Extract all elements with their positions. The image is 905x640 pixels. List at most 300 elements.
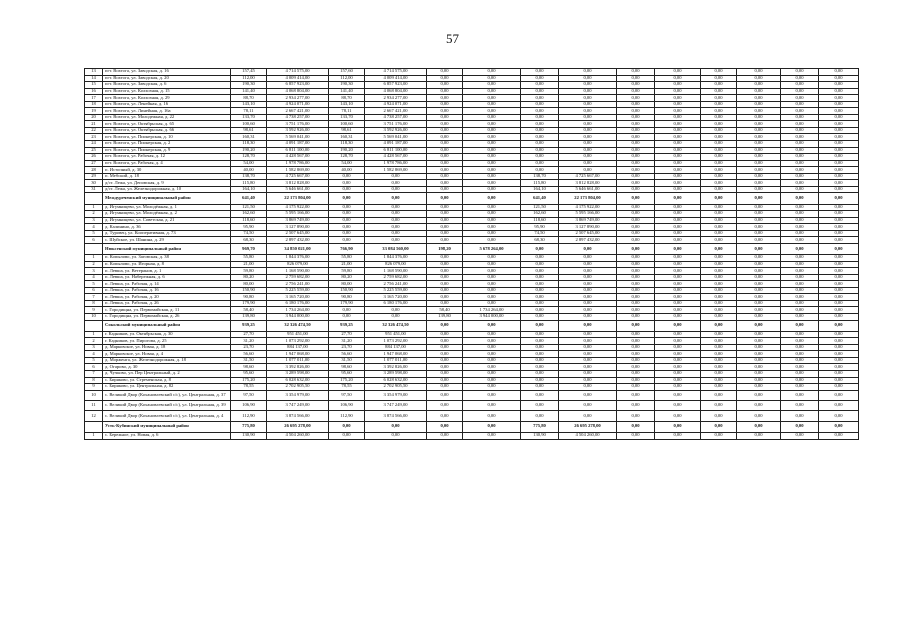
value-cell: 0,00 — [737, 180, 781, 187]
value-cell: 0,00 — [617, 281, 655, 288]
value-cell: 0,00 — [559, 351, 617, 358]
value-cell: 0,00 — [427, 224, 463, 231]
value-cell: 0,00 — [781, 211, 819, 218]
value-cell: 826 079,00 — [365, 261, 427, 268]
value-cell: 98,61 — [231, 127, 267, 134]
value-cell: 0,00 — [617, 160, 655, 167]
table-row — [85, 401, 859, 411]
value-cell: 0,00 — [427, 331, 463, 338]
value-cell: 0,00 — [781, 411, 819, 421]
value-cell: 150,90 — [329, 287, 365, 294]
value-cell: 97,50 — [231, 390, 267, 400]
value-cell: 0,00 — [701, 224, 737, 231]
value-cell: 0,00 — [427, 432, 463, 439]
value-cell: 0,00 — [781, 147, 819, 154]
district-name-cell: Нюксенский муниципальный район — [103, 243, 231, 254]
value-cell: 3 392 826,00 — [267, 364, 329, 371]
value-cell: 0,00 — [521, 101, 559, 108]
value-cell: 0,00 — [427, 274, 463, 281]
row-number-cell: 21 — [85, 121, 103, 128]
value-cell: 0,00 — [427, 421, 463, 432]
value-cell: 3 869 749,00 — [559, 217, 617, 224]
value-cell: 3 944 000,00 — [267, 313, 329, 320]
row-number-cell: 3 — [85, 217, 103, 224]
address-cell: пгт. Вохтога, ул. Рабочая, д. 12 — [103, 154, 231, 161]
value-cell: 4 924 071,00 — [365, 101, 427, 108]
value-cell: 0,00 — [781, 127, 819, 134]
value-cell: 2 934 277,00 — [267, 95, 329, 102]
value-cell: 5 646 661,00 — [267, 186, 329, 193]
value-cell: 0,00 — [655, 167, 701, 174]
value-cell: 0,00 — [737, 154, 781, 161]
value-cell: 0,00 — [463, 193, 521, 204]
value-cell: 951 451,00 — [267, 331, 329, 338]
value-cell: 106,90 — [231, 401, 267, 411]
value-cell: 133,70 — [329, 114, 365, 121]
value-cell: 0,00 — [463, 127, 521, 134]
value-cell: 0,00 — [463, 180, 521, 187]
value-cell: 4 009 414,00 — [267, 75, 329, 82]
value-cell: 4 068 804,00 — [365, 88, 427, 95]
value-cell: 0,00 — [781, 180, 819, 187]
value-cell: 0,00 — [463, 300, 521, 307]
value-cell: 0,00 — [617, 274, 655, 281]
value-cell: 1 978 786,00 — [365, 160, 427, 167]
value-cell: 3 165 720,00 — [267, 294, 329, 301]
value-cell: 0,00 — [781, 224, 819, 231]
value-cell: 0,00 — [781, 141, 819, 148]
value-cell: 0,00 — [737, 421, 781, 432]
value-cell: 0,00 — [521, 141, 559, 148]
value-cell: 0,00 — [701, 160, 737, 167]
value-cell: 0,00 — [655, 255, 701, 262]
value-cell: 175,20 — [231, 377, 267, 384]
value-cell: 95,60 — [231, 370, 267, 377]
value-cell: 0,00 — [329, 230, 365, 237]
value-cell: 0,00 — [655, 338, 701, 345]
value-cell: 641,40 — [231, 193, 267, 204]
value-cell: 0,00 — [329, 237, 365, 244]
value-cell: 0,00 — [617, 421, 655, 432]
value-cell: 0,00 — [559, 401, 617, 411]
value-cell: 0,00 — [427, 255, 463, 262]
address-cell: п. Левша, ул. Рабочая, д. 14 — [103, 281, 231, 288]
value-cell: 157,60 — [329, 69, 365, 76]
value-cell: 0,00 — [737, 401, 781, 411]
value-cell: 0,00 — [559, 101, 617, 108]
value-cell: 59,80 — [231, 268, 267, 275]
value-cell: 0,00 — [427, 95, 463, 102]
value-cell: 0,00 — [655, 95, 701, 102]
value-cell: 150,90 — [231, 287, 267, 294]
value-cell: 0,00 — [737, 88, 781, 95]
value-cell: 0,00 — [559, 331, 617, 338]
value-cell: 3 874 566,00 — [365, 411, 427, 421]
value-cell: 1 947 068,00 — [267, 351, 329, 358]
value-cell: 106,90 — [329, 401, 365, 411]
value-cell: 1 947 068,00 — [365, 351, 427, 358]
value-cell: 0,00 — [701, 268, 737, 275]
address-cell: пгт. Вохтога, ул. Октябрьская, д. 65 — [103, 121, 231, 128]
value-cell: 0,00 — [655, 313, 701, 320]
value-cell: 0,00 — [463, 114, 521, 121]
value-cell: 0,00 — [521, 281, 559, 288]
value-cell: 0,00 — [655, 411, 701, 421]
value-cell: 0,00 — [521, 82, 559, 89]
value-cell: 0,00 — [655, 211, 701, 218]
value-cell: 826 079,00 — [267, 261, 329, 268]
value-cell: 0,00 — [559, 160, 617, 167]
value-cell: 31,20 — [231, 338, 267, 345]
value-cell: 179,90 — [329, 300, 365, 307]
value-cell: 0,00 — [819, 384, 859, 391]
value-cell: 0,00 — [617, 141, 655, 148]
value-cell: 0,00 — [521, 287, 559, 294]
value-cell: 0,00 — [463, 147, 521, 154]
value-cell: 0,00 — [427, 204, 463, 211]
value-cell: 0,00 — [521, 274, 559, 281]
value-cell: 5 678 264,00 — [463, 243, 521, 254]
row-number-cell: 15 — [85, 82, 103, 89]
value-cell: 162,60 — [231, 211, 267, 218]
value-cell: 0,00 — [521, 411, 559, 421]
value-cell: 4 175 922,00 — [267, 204, 329, 211]
value-cell: 0,00 — [427, 88, 463, 95]
value-cell: 0,00 — [559, 384, 617, 391]
value-cell: 0,00 — [819, 88, 859, 95]
address-cell: пгт. Вохтога, ул. Колхозная, д. 15 — [103, 88, 231, 95]
value-cell: 0,00 — [701, 390, 737, 400]
value-cell: 33 084 560,00 — [365, 243, 427, 254]
value-cell: 0,00 — [365, 307, 427, 314]
value-cell: 0,00 — [655, 320, 701, 331]
value-cell: 0,00 — [521, 331, 559, 338]
value-cell: 0,00 — [427, 167, 463, 174]
value-cell: 0,00 — [617, 411, 655, 421]
address-cell: с. Биряково, ул. Центральная, д. 82 — [103, 384, 231, 391]
value-cell: 3 869 749,00 — [267, 217, 329, 224]
value-cell: 5 225 559,00 — [365, 287, 427, 294]
value-cell: 0,00 — [521, 154, 559, 161]
row-number-cell: 6 — [85, 237, 103, 244]
value-cell: 0,00 — [617, 377, 655, 384]
value-cell: 0,00 — [463, 338, 521, 345]
value-cell: 98,61 — [329, 127, 365, 134]
value-cell: 0,00 — [781, 401, 819, 411]
value-cell: 80,20 — [231, 274, 267, 281]
value-cell: 4 068 804,00 — [267, 88, 329, 95]
value-cell: 0,00 — [737, 237, 781, 244]
value-cell: 0,00 — [655, 331, 701, 338]
value-cell: 0,00 — [427, 69, 463, 76]
row-number-cell: 1 — [85, 255, 103, 262]
value-cell: 0,00 — [463, 82, 521, 89]
value-cell: 4 725 667,00 — [267, 173, 329, 180]
value-cell: 0,00 — [521, 160, 559, 167]
value-cell: 0,00 — [427, 147, 463, 154]
value-cell: 3 289 598,00 — [365, 370, 427, 377]
value-cell: 0,00 — [655, 268, 701, 275]
value-cell: 0,00 — [427, 351, 463, 358]
value-cell: 198,20 — [427, 243, 463, 254]
value-cell: 58,40 — [231, 307, 267, 314]
value-cell: 0,00 — [617, 230, 655, 237]
value-cell: 0,00 — [737, 411, 781, 421]
address-cell: пгт. Вохтога, ул. Колхозная, д. 29 — [103, 95, 231, 102]
value-cell: 0,00 — [617, 313, 655, 320]
value-cell: 0,00 — [737, 338, 781, 345]
address-cell: д/ст. Лежа, ул. Деповская, д. 9 — [103, 180, 231, 187]
value-cell: 0,00 — [819, 307, 859, 314]
value-cell: 0,00 — [819, 154, 859, 161]
value-cell: 0,00 — [701, 421, 737, 432]
value-cell: 0,00 — [521, 69, 559, 76]
value-cell: 0,00 — [737, 134, 781, 141]
value-cell: 26 695 278,00 — [559, 421, 617, 432]
register-body — [85, 69, 859, 440]
value-cell: 0,00 — [559, 154, 617, 161]
value-cell: 0,00 — [329, 313, 365, 320]
value-cell: 0,00 — [617, 173, 655, 180]
value-cell: 0,00 — [521, 88, 559, 95]
value-cell: 0,00 — [427, 173, 463, 180]
value-cell: 0,00 — [521, 390, 559, 400]
value-cell: 0,00 — [427, 217, 463, 224]
value-cell: 0,00 — [701, 193, 737, 204]
value-cell: 0,00 — [365, 421, 427, 432]
value-cell: 4 714 575,00 — [365, 69, 427, 76]
value-cell: 0,00 — [463, 268, 521, 275]
value-cell: 0,00 — [463, 432, 521, 439]
value-cell: 0,00 — [737, 300, 781, 307]
value-cell: 0,00 — [655, 173, 701, 180]
value-cell: 190,20 — [329, 147, 365, 154]
value-cell: 88,70 — [329, 95, 365, 102]
row-number-cell: 22 — [85, 127, 103, 134]
value-cell: 0,00 — [559, 390, 617, 400]
value-cell: 0,00 — [617, 167, 655, 174]
value-cell: 0,00 — [427, 338, 463, 345]
value-cell: 0,00 — [655, 243, 701, 254]
value-cell: 4 428 567,00 — [365, 154, 427, 161]
value-cell: 0,00 — [819, 243, 859, 254]
value-cell: 0,00 — [701, 121, 737, 128]
value-cell: 0,00 — [781, 261, 819, 268]
address-cell: пгт. Вохтога, ул. Линейная, д. 16а — [103, 108, 231, 115]
row-number-cell: 20 — [85, 114, 103, 121]
value-cell: 0,00 — [617, 217, 655, 224]
value-cell: 0,00 — [655, 432, 701, 439]
value-cell: 0,00 — [559, 134, 617, 141]
value-cell: 0,00 — [427, 287, 463, 294]
value-cell: 26 695 278,00 — [267, 421, 329, 432]
value-cell: 0,00 — [781, 320, 819, 331]
address-cell: п. Левша, ул. Рабочая, д. 16 — [103, 287, 231, 294]
row-number-cell: 5 — [85, 230, 103, 237]
value-cell: 0,00 — [463, 274, 521, 281]
value-cell: 0,00 — [655, 121, 701, 128]
value-cell: 0,00 — [617, 338, 655, 345]
value-cell: 0,00 — [737, 294, 781, 301]
value-cell: 0,00 — [617, 82, 655, 89]
value-cell: 133,70 — [231, 114, 267, 121]
value-cell: 0,00 — [655, 154, 701, 161]
value-cell: 969,70 — [231, 243, 267, 254]
address-cell: пгт. Вохтога, ул. Пионерская, д. 10 — [103, 134, 231, 141]
row-number-cell — [85, 320, 103, 331]
value-cell: 34 850 021,00 — [267, 243, 329, 254]
value-cell: 3 127 890,00 — [267, 224, 329, 231]
value-cell: 0,00 — [329, 173, 365, 180]
row-number-cell: 8 — [85, 377, 103, 384]
value-cell: 0,00 — [655, 134, 701, 141]
value-cell: 98,60 — [329, 364, 365, 371]
address-cell: пгт. Вохтога, ул. Ленейная, д. 16 — [103, 101, 231, 108]
value-cell: 1 073 292,00 — [365, 338, 427, 345]
value-cell: 23,70 — [231, 344, 267, 351]
value-cell: 21,00 — [231, 261, 267, 268]
value-cell: 0,00 — [365, 186, 427, 193]
address-cell: д. Туровец, ул. Кооперативная, д. 73 — [103, 230, 231, 237]
value-cell: 0,00 — [819, 268, 859, 275]
value-cell: 0,00 — [427, 154, 463, 161]
value-cell: 2 934 277,00 — [365, 95, 427, 102]
value-cell: 0,00 — [655, 230, 701, 237]
row-number-cell: 26 — [85, 154, 103, 161]
value-cell: 0,00 — [819, 217, 859, 224]
value-cell: 31,50 — [329, 357, 365, 364]
value-cell: 0,00 — [701, 204, 737, 211]
value-cell: 0,00 — [617, 268, 655, 275]
value-cell: 6 028 632,00 — [365, 377, 427, 384]
value-cell: 4 714 575,00 — [267, 69, 329, 76]
row-number-cell: 24 — [85, 141, 103, 148]
value-cell: 0,00 — [655, 237, 701, 244]
value-cell: 0,00 — [463, 88, 521, 95]
value-cell: 0,00 — [737, 390, 781, 400]
value-cell: 0,00 — [427, 401, 463, 411]
value-cell: 0,00 — [737, 357, 781, 364]
value-cell: 139,80 — [427, 313, 463, 320]
value-cell: 0,00 — [521, 108, 559, 115]
value-cell: 115,80 — [521, 180, 559, 187]
address-cell: д. Игумницево, ул. Молодёжная, д. 2 — [103, 211, 231, 218]
value-cell: 0,00 — [781, 351, 819, 358]
value-cell: 74,50 — [521, 230, 559, 237]
value-cell: 88,70 — [231, 95, 267, 102]
value-cell: 0,00 — [701, 261, 737, 268]
value-cell: 3 812 828,00 — [267, 180, 329, 187]
value-cell: 0,00 — [781, 69, 819, 76]
value-cell: 0,00 — [819, 180, 859, 187]
value-cell: 0,00 — [701, 180, 737, 187]
value-cell: 0,00 — [521, 401, 559, 411]
value-cell: 0,00 — [781, 154, 819, 161]
value-cell: 0,00 — [701, 108, 737, 115]
row-number-cell: 9 — [85, 307, 103, 314]
value-cell: 0,00 — [819, 193, 859, 204]
value-cell: 112,90 — [329, 411, 365, 421]
row-number-cell: 17 — [85, 95, 103, 102]
value-cell: 0,00 — [365, 193, 427, 204]
value-cell: 951 451,00 — [365, 331, 427, 338]
value-cell: 0,00 — [701, 173, 737, 180]
value-cell: 0,00 — [559, 300, 617, 307]
value-cell: 112,90 — [231, 411, 267, 421]
value-cell: 0,00 — [655, 274, 701, 281]
value-cell: 4 091 187,00 — [267, 141, 329, 148]
value-cell: 2 897 432,00 — [267, 237, 329, 244]
value-cell: 74,50 — [231, 230, 267, 237]
value-cell: 0,00 — [819, 127, 859, 134]
row-number-cell: 10 — [85, 390, 103, 400]
value-cell: 0,00 — [819, 121, 859, 128]
address-cell: с. Городищна, ул. Первомайская, д. 11 — [103, 307, 231, 314]
value-cell: 0,00 — [737, 377, 781, 384]
value-cell: 0,00 — [655, 82, 701, 89]
value-cell: 0,00 — [701, 357, 737, 364]
value-cell: 0,00 — [463, 173, 521, 180]
value-cell: 0,00 — [701, 294, 737, 301]
value-cell: 0,00 — [737, 75, 781, 82]
value-cell: 0,00 — [617, 193, 655, 204]
value-cell: 0,00 — [427, 300, 463, 307]
value-cell: 0,00 — [701, 401, 737, 411]
value-cell: 0,00 — [463, 167, 521, 174]
value-cell: 0,00 — [463, 211, 521, 218]
value-cell: 5 569 041,00 — [267, 134, 329, 141]
value-cell: 54,00 — [231, 160, 267, 167]
address-cell: пгт. Вохтога, ул. Заводская, д. 6 — [103, 82, 231, 89]
address-cell: с. Бережное, ул. Новая, д. 6 — [103, 432, 231, 439]
value-cell: 0,00 — [701, 114, 737, 121]
value-cell: 0,00 — [781, 167, 819, 174]
value-cell: 0,00 — [737, 95, 781, 102]
value-cell: 0,00 — [329, 186, 365, 193]
value-cell: 0,00 — [427, 384, 463, 391]
value-cell: 0,00 — [617, 186, 655, 193]
value-cell: 190,30 — [231, 82, 267, 89]
row-number-cell: 25 — [85, 147, 103, 154]
value-cell: 56,60 — [231, 351, 267, 358]
address-cell: д. Чучково, ул. Пер Центральный, д. 2 — [103, 370, 231, 377]
value-cell: 0,00 — [521, 338, 559, 345]
address-cell: пгт. Вохтога, ул. Октябрьская, д. 66 — [103, 127, 231, 134]
value-cell: 641,40 — [521, 193, 559, 204]
value-cell: 0,00 — [617, 88, 655, 95]
value-cell: 0,00 — [521, 243, 559, 254]
value-cell: 884 137,00 — [267, 344, 329, 351]
value-cell: 0,00 — [463, 217, 521, 224]
value-cell: 0,00 — [617, 211, 655, 218]
row-number-cell: 7 — [85, 294, 103, 301]
value-cell: 1 168 590,00 — [365, 268, 427, 275]
value-cell: 0,00 — [521, 134, 559, 141]
value-cell: 0,00 — [329, 432, 365, 439]
subtotal-row — [85, 193, 859, 204]
value-cell: 0,00 — [737, 268, 781, 275]
value-cell: 0,00 — [737, 173, 781, 180]
value-cell: 0,00 — [701, 364, 737, 371]
address-cell: д. Марковское, ул. Новая, д. 18 — [103, 344, 231, 351]
value-cell: 0,00 — [781, 217, 819, 224]
value-cell: 0,00 — [781, 294, 819, 301]
value-cell: 0,00 — [463, 377, 521, 384]
value-cell: 0,00 — [427, 320, 463, 331]
subtotal-row — [85, 243, 859, 254]
value-cell: 2 507 645,00 — [559, 230, 617, 237]
value-cell: 0,00 — [737, 307, 781, 314]
